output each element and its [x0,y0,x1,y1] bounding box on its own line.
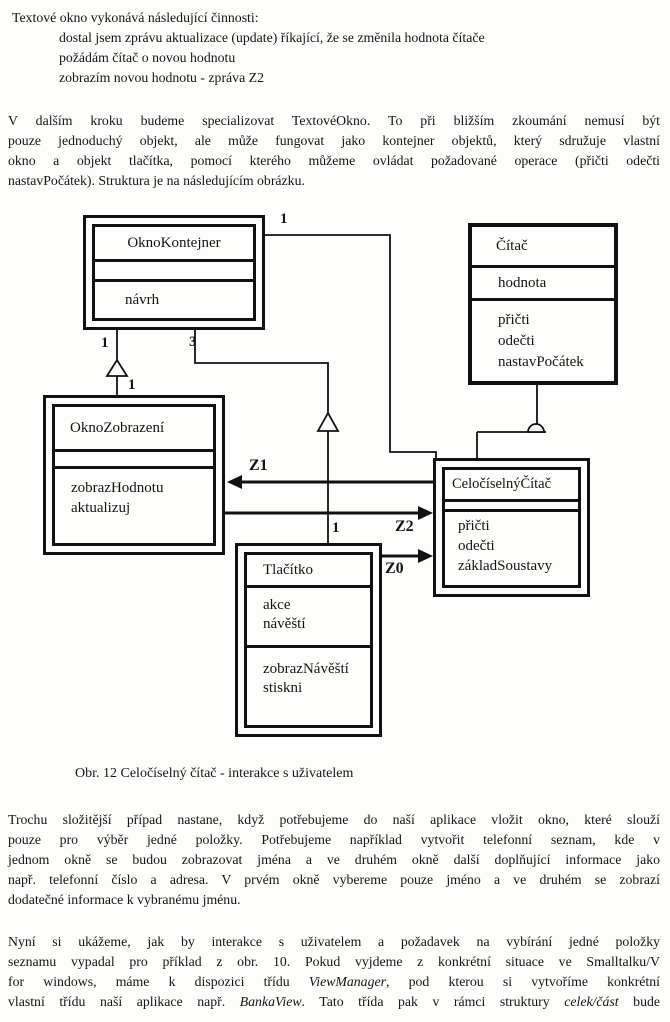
class-box-inner [244,552,373,728]
class-title: Tlačítko [263,561,313,578]
triangle-up-icon [107,360,127,376]
method-item: základSoustavy [458,558,553,574]
method-item: zobrazHodnotu [71,480,164,496]
text-line: Textové okno vykonává následující činnosti: [12,10,259,25]
attributes-section-empty [445,499,578,509]
multiplicity-label: 1 [280,211,288,227]
message-label-z0: Z0 [385,560,404,577]
method-item: odečti [498,333,535,349]
attribute-item: akce [263,597,291,613]
method-item: stiskni [263,680,303,696]
text-segment: vlastní třídu naší aplikace např. [8,994,240,1009]
attribute-item: návěští [263,616,306,632]
text-line: pouze pro výběr jedné položky. Potřebujeme například vytvořit telefonní seznam, kde v [8,832,660,847]
text-line: seznamu vypadal pro příklad z obr. 10. Pokud vyjdeme z konkrétní situace ve Smalltalku/V [8,954,660,969]
method-item: přičti [458,518,490,534]
class-title: OknoZobrazení [70,419,165,436]
method-item: nastavPočátek [498,354,584,370]
text-segment: , pod kterou si vytvoříme konkrétní [385,974,660,989]
text-line: jednom okně se budou zobrazovat jména a ve druhém okně další doplňující informace jako [8,852,660,867]
attributes-section [247,585,370,645]
text-line: pouze jednoduchý objekt, ale může fungovat jako kontejner objektů, který sdružuje vlastní [8,133,660,148]
text-line: např. telefonní číslo a adresa. V prvém okně vybereme pouze jméno a ve druhém se zobrazí [8,872,660,887]
multiplicity-label: 1 [101,335,109,351]
methods-section [445,509,578,585]
text-line: V dalším kroku budeme specializovat TextovéOkno. To při bližším zkoumání nemusí být [8,113,660,128]
methods-section [247,645,370,725]
text-line: zobrazím novou hodnotu - zpráva Z2 [59,70,264,85]
method-item: přičti [498,312,530,328]
multiplicity-label: 1 [332,520,340,536]
text-line: Nyní si ukážeme, jak by interakce s uživatelem a požadavek na vybírání jedné položky [8,934,660,949]
italic-term: BankaView [239,994,302,1009]
text-line: okno a objekt tlačítka, pomocí kterého můžeme ovládat požadované operace (přičti odečti [8,153,660,168]
class-title: OknoKontejner [127,234,221,251]
multiplicity-label: 1 [128,377,136,393]
class-box-okno-zobrazeni [43,395,225,555]
class-title: Čítač [496,237,528,254]
message-label-z2: Z2 [395,518,414,535]
paragraph-selection-window [8,810,660,910]
association-kontejner-citac [265,235,436,460]
class-box-inner [442,467,581,588]
method-item: odečti [458,538,495,554]
class-box-inner [92,224,256,321]
semicircle-icon [528,424,544,432]
attributes-section-empty [95,259,253,279]
class-title: CeločíselnýČítač [452,476,552,492]
class-box-citac [468,223,618,385]
method-item: aktualizuj [71,500,131,516]
paragraph-viewmanager [8,932,660,1012]
method-item: zobrazNávěští [263,661,349,677]
text-line: dodatečné informace k vybranému jménu. [8,892,241,907]
arrowhead-right-icon [418,549,433,563]
class-box-okno-kontejner [83,215,265,330]
class-box-celociselny-citac [433,458,590,597]
multiplicity-label: 3 [189,334,197,350]
methods-section: návrh [95,279,253,318]
italic-term: celek/část [564,994,619,1009]
text-line: požádám čítač o novou hodnotu [59,50,236,65]
text-line: Trochu složitější případ nastane, když potřebujeme do naší aplikace vložit okno, které slouží [8,812,660,827]
text-line: nastavPočátek). Struktura je na následujícím obrázku. [8,173,305,188]
attribute-item: hodnota [472,265,614,298]
message-label-z1: Z1 [249,457,268,474]
text-line [8,972,660,992]
text-segment: . Tato třída pak v rámci struktury [301,994,565,1009]
arrowhead-right-icon [418,506,433,520]
text-segment: bude [618,994,660,1009]
triangle-up-icon [318,413,338,431]
arrowhead-left-icon [227,475,242,489]
text-line: dostal jsem zprávu aktualizace (update) říkající, že se změnila hodnota čítače [59,30,485,45]
attributes-section-empty [55,449,213,466]
class-box-inner [52,404,216,546]
methods-section [472,298,614,381]
text-line [8,992,660,1012]
class-box-tlacitko [235,543,382,737]
italic-term: ViewManager [308,974,386,989]
methods-section [55,466,213,543]
text-segment: for windows, máme k dispozici třídu [8,974,309,989]
figure-caption: Obr. 12 Celočíselný čítač - interakce s uživatelem [75,766,354,781]
